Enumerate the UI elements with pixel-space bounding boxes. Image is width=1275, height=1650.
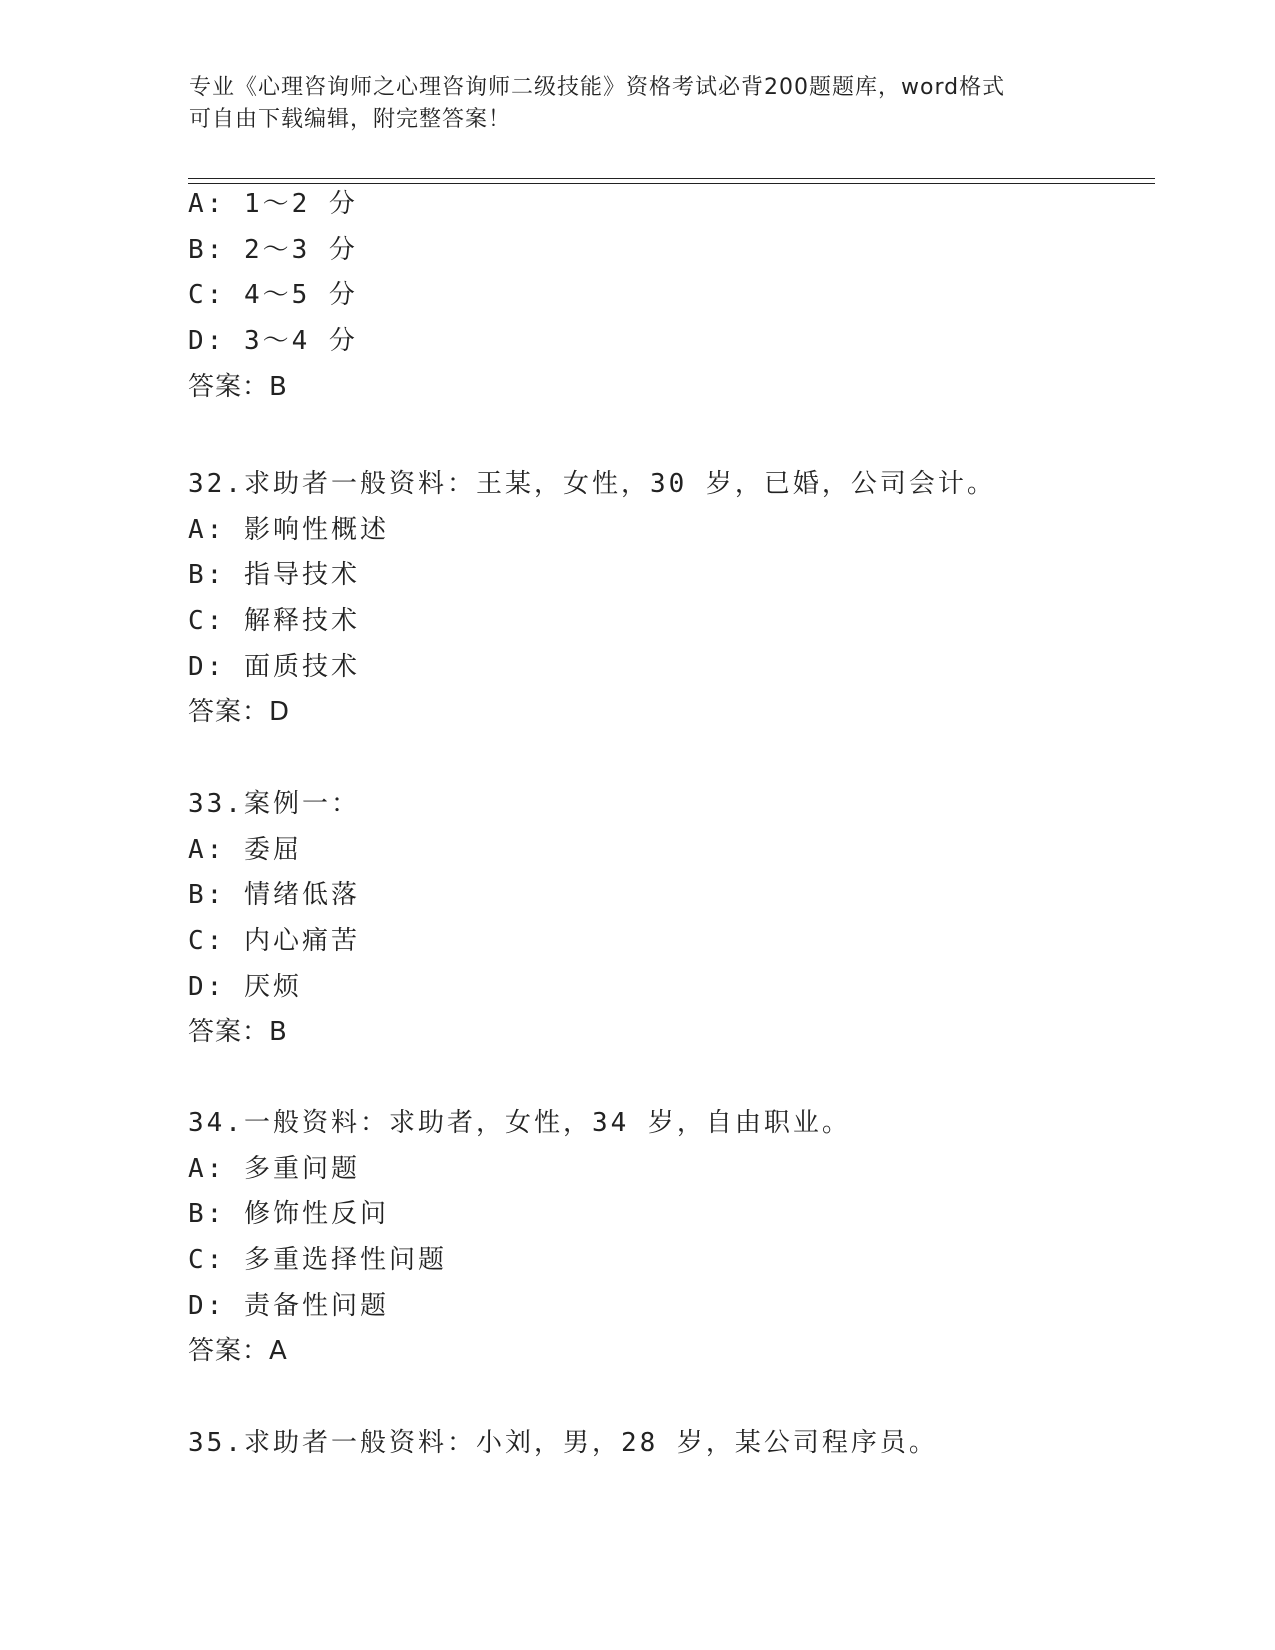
question-stem: 34.一般资料：求助者，女性，34 岁，自由职业。 xyxy=(188,1108,851,1138)
option-a: A: 多重问题 xyxy=(188,1153,360,1184)
option-a: A: 委屈 xyxy=(188,834,302,865)
option-b: B: 2～3 分 xyxy=(188,234,358,265)
answer: 答案：D xyxy=(188,697,291,728)
option-d: D: 责备性问题 xyxy=(188,1290,389,1321)
option-a: A: 影响性概述 xyxy=(188,514,389,545)
header-divider-top xyxy=(188,178,1155,179)
header-line-1: 专业《心理咨询师之心理咨询师二级技能》资格考试必背200题题库，word格式 xyxy=(189,75,1006,100)
option-d: D: 3～4 分 xyxy=(188,326,358,357)
question-35 xyxy=(188,1421,1148,1467)
option-b: B: 修饰性反问 xyxy=(188,1199,389,1230)
question-stem: 33.案例一： xyxy=(188,789,360,819)
question-31-continued xyxy=(188,182,1148,410)
question-33 xyxy=(188,782,1148,1056)
option-c: C: 4～5 分 xyxy=(188,280,358,311)
option-a: A: 1～2 分 xyxy=(188,189,358,219)
option-b: B: 指导技术 xyxy=(188,560,360,591)
answer: 答案：B xyxy=(188,371,288,402)
question-34 xyxy=(188,1101,1148,1375)
option-c: C: 多重选择性问题 xyxy=(188,1245,447,1276)
question-stem: 35.求助者一般资料：小刘，男，28 岁，某公司程序员。 xyxy=(188,1428,938,1458)
question-32 xyxy=(188,462,1148,736)
header-line-2: 可自由下载编辑，附完整答案！ xyxy=(189,107,512,132)
question-stem: 32.求助者一般资料：王某，女性，30 岁，已婚，公司会计。 xyxy=(188,469,996,499)
document-header xyxy=(189,72,1089,136)
option-b: B: 情绪低落 xyxy=(188,880,360,911)
answer: 答案：B xyxy=(188,1017,288,1048)
option-d: D: 厌烦 xyxy=(188,971,302,1002)
option-c: C: 解释技术 xyxy=(188,606,360,637)
option-d: D: 面质技术 xyxy=(188,651,360,682)
option-c: C: 内心痛苦 xyxy=(188,926,360,957)
answer: 答案：A xyxy=(188,1336,288,1367)
